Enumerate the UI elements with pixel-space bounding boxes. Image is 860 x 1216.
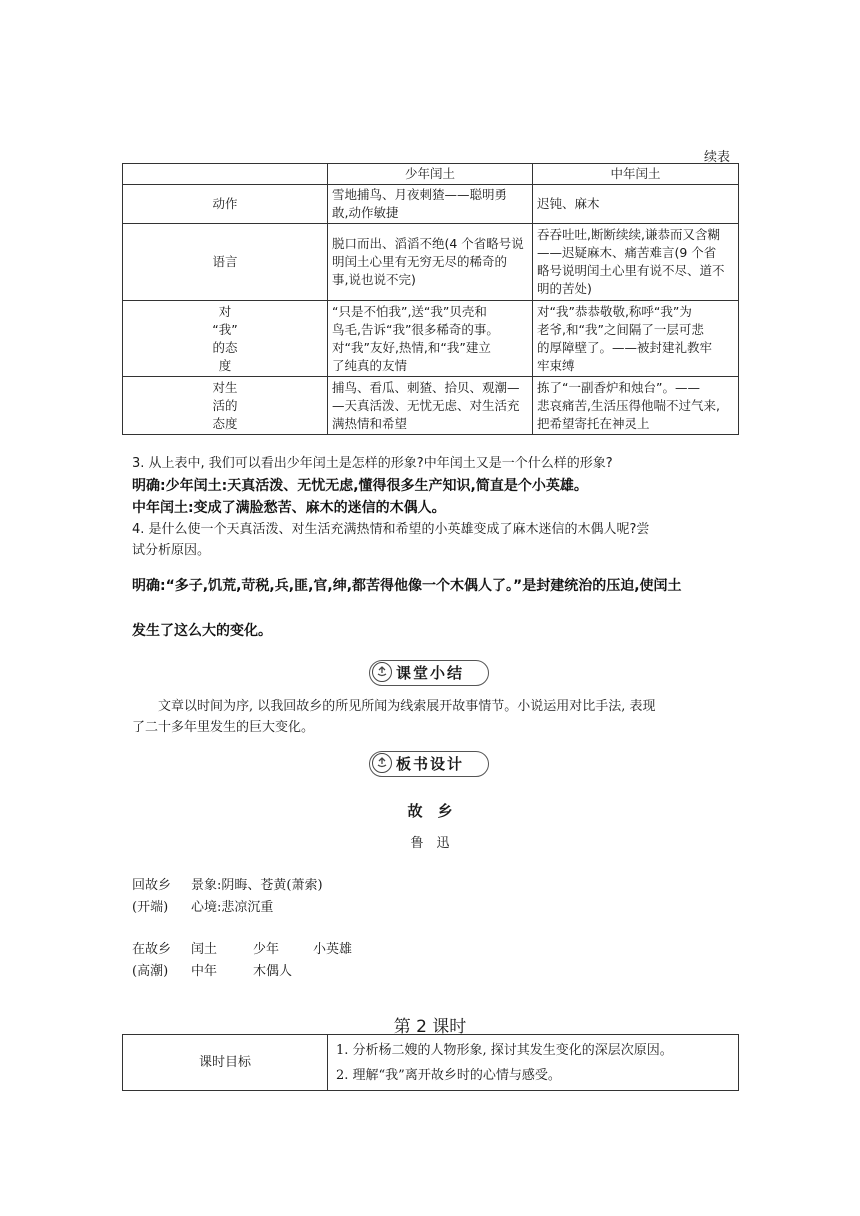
table-row-attitude-to-me — [123, 301, 739, 377]
board-r2c2: 心境:悲凉沉重 — [191, 900, 274, 915]
board-r2c1: (开端) — [132, 900, 169, 915]
board-r1c2: 景象:阴晦、苍黄(萧索) — [191, 878, 323, 893]
table-row-action — [123, 185, 739, 224]
board-r4c1: (高潮) — [132, 964, 169, 979]
cell-young-action: 雪地捕鸟、月夜刺猹——聪明勇 敢,动作敏捷 — [328, 185, 533, 224]
question-4-line-2: 试分析原因。 — [132, 543, 211, 558]
lesson-goals-table — [122, 1034, 739, 1091]
cell-middle-attitude-to-life: 拣了“一副香炉和烛台”。—— 悲哀痛苦,生活压得他喘不过气来, 把希望寄托在神灵上 — [533, 377, 739, 435]
board-r4c2: 中年 — [191, 964, 218, 979]
board-title: 故 乡 — [407, 802, 453, 820]
table-header-row — [123, 164, 739, 185]
cell-middle-attitude-to-me: 对“我”恭恭敬敬,称呼“我”为 老爷,和“我”之间隔了一层可悲 的厚障壁了。——被封建礼教牢 牢束缚 — [533, 301, 739, 377]
lesson-badge-icon — [372, 753, 392, 773]
goal-label: 课时目标 — [123, 1035, 328, 1091]
summary-badge-label: 课堂小结 — [396, 664, 465, 682]
board-r1c1: 回故乡 — [132, 878, 172, 893]
row-label-speech: 语言 — [123, 224, 328, 301]
board-r4c3: 木偶人 — [253, 964, 293, 979]
answer-4-line-1: 明确:“多子,饥荒,苛税,兵,匪,官,绅,都苦得他像一个木偶人了。”是封建统治的压迫,使闰土 — [132, 578, 682, 594]
question-3: 3. 从上表中, 我们可以看出少年闰土是怎样的形象?中年闰土又是一个什么样的形象? — [132, 456, 613, 471]
header-young-runtu: 少年闰土 — [328, 164, 533, 185]
answer-3-line-2: 中年闰土:变成了满脸愁苦、麻木的迷信的木偶人。 — [132, 500, 446, 516]
answer-4-line-2: 发生了这么大的变化。 — [132, 623, 272, 639]
board-r3c2: 闰土 — [191, 942, 218, 957]
goal-row — [123, 1035, 739, 1091]
header-blank — [123, 164, 328, 185]
answer-3-line-1: 明确:少年闰土:天真活泼、无忧无虑,懂得很多生产知识,简直是个小英雄。 — [132, 478, 588, 494]
row-label-action: 动作 — [123, 185, 328, 224]
board-design-badge-label: 板书设计 — [396, 755, 465, 773]
table-row-speech — [123, 224, 739, 301]
lesson-title: 第 2 课时 — [393, 1017, 467, 1037]
header-middle-runtu: 中年闰土 — [533, 164, 739, 185]
cell-young-attitude-to-life: 捕鸟、看瓜、刺猹、拾贝、观潮— —天真活泼、无忧无虑、对生活充 满热情和希望 — [328, 377, 533, 435]
summary-badge — [369, 660, 489, 686]
row-label-attitude-to-life: 对生 活的 态度 — [123, 377, 328, 435]
board-r3c3: 少年 — [253, 942, 280, 957]
cell-young-speech: 脱口而出、滔滔不绝(4 个省略号说 明闰土心里有无穷无尽的稀奇的 事,说也说不完) — [328, 224, 533, 301]
question-4-line-1: 4. 是什么使一个天真活泼、对生活充满热情和希望的小英雄变成了麻木迷信的木偶人呢?尝 — [132, 522, 650, 537]
continued-label: 续表 — [703, 150, 730, 165]
board-r3c1: 在故乡 — [132, 942, 172, 957]
cell-young-attitude-to-me: “只是不怕我”,送“我”贝壳和 鸟毛,告诉“我”很多稀奇的事。 对“我”友好,热情,和“我”建立 了纯真的友情 — [328, 301, 533, 377]
goal-item-2: 2. 理解“我”离开故乡时的心情与感受。 — [336, 1067, 561, 1083]
cell-middle-action: 迟钝、麻木 — [533, 185, 739, 224]
board-author: 鲁 迅 — [410, 836, 450, 851]
row-label-attitude-to-me: 对 “我” 的态 度 — [123, 301, 328, 377]
summary-line-1: 文章以时间为序, 以我回故乡的所见所闻为线索展开故事情节。小说运用对比手法, 表现 — [158, 699, 656, 714]
lesson-badge-icon — [372, 662, 392, 682]
cell-middle-speech: 吞吞吐吐,断断续续,谦恭而又含糊 ——迟疑麻木、痛苦难言(9 个省 略号说明闰土心里有说不尽、道不 明的苦处) — [533, 224, 739, 301]
goal-items — [328, 1035, 739, 1091]
board-r3c4: 小英雄 — [313, 942, 353, 957]
comparison-table — [122, 163, 739, 435]
table-row-attitude-to-life — [123, 377, 739, 435]
board-design-badge — [369, 751, 489, 777]
goal-item-1: 1. 分析杨二嫂的人物形象, 探讨其发生变化的深层次原因。 — [336, 1042, 673, 1058]
summary-line-2: 了二十多年里发生的巨大变化。 — [132, 720, 315, 735]
